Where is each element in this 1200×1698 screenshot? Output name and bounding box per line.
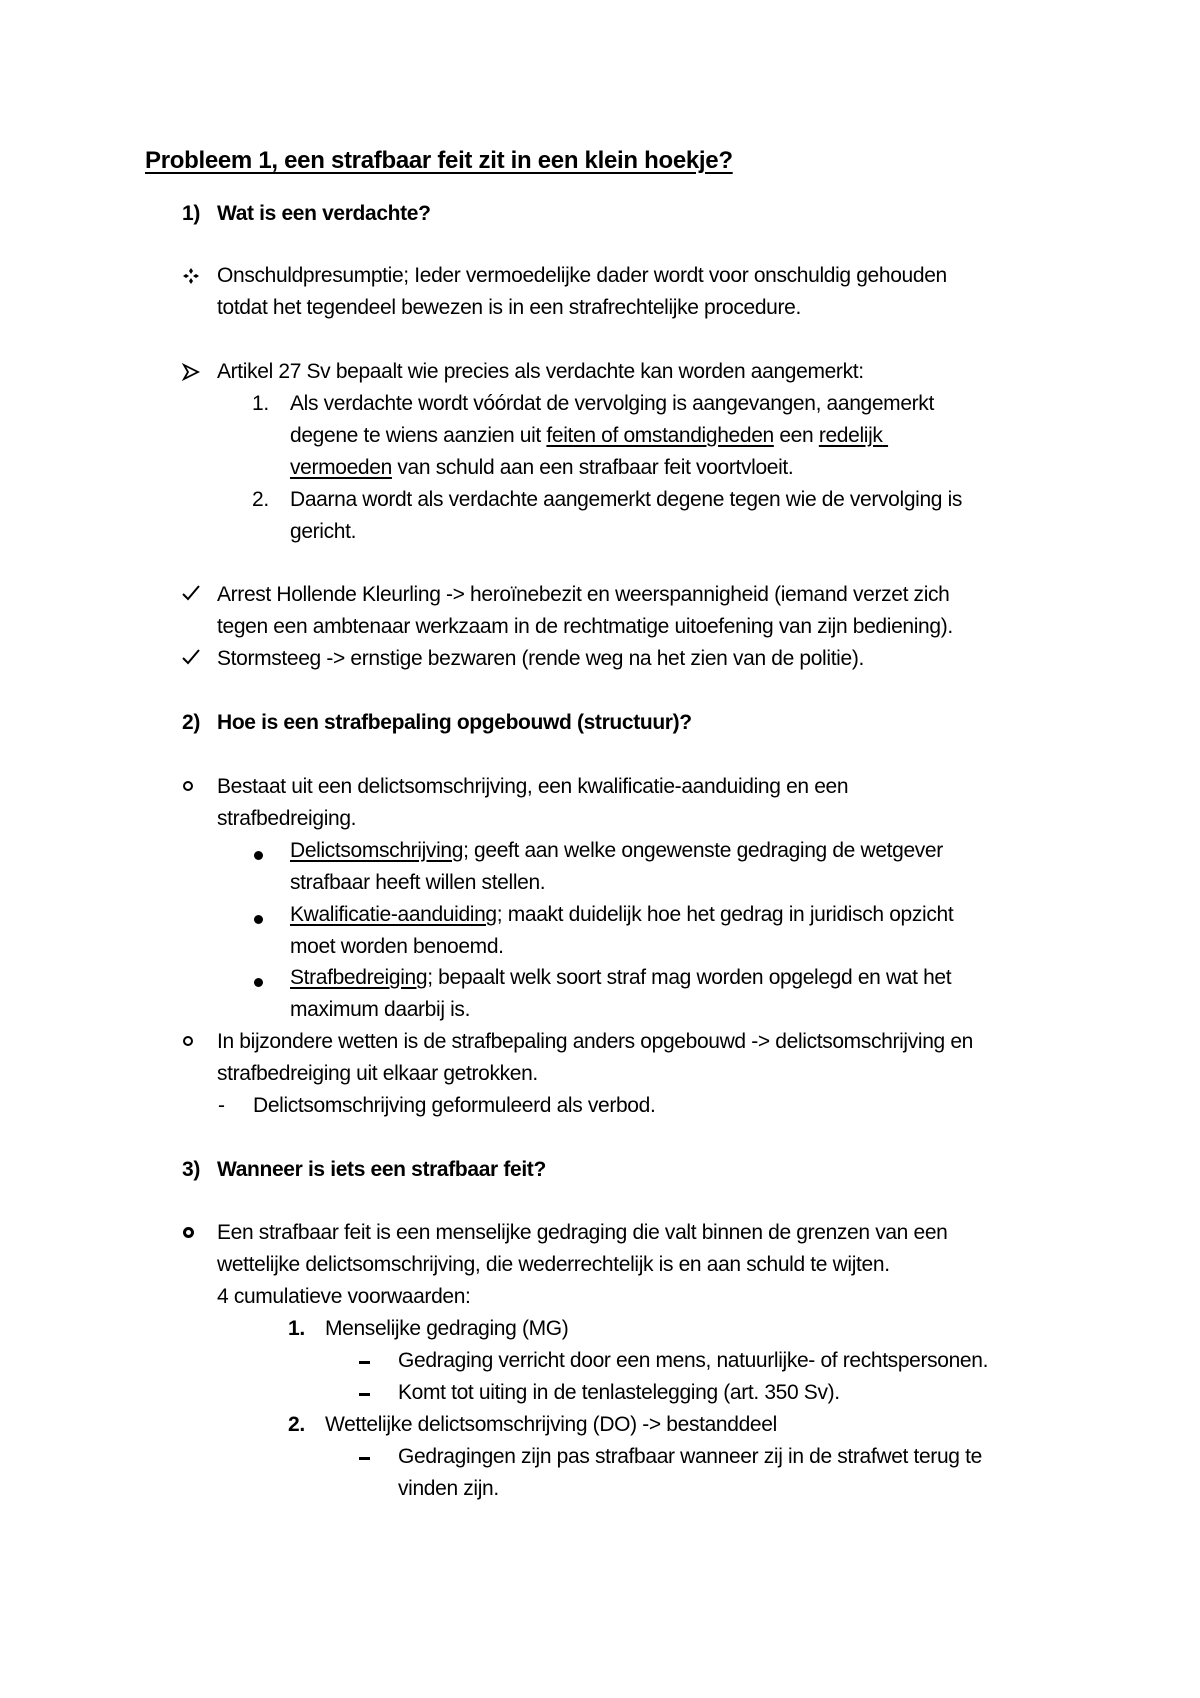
condition-2-number: 2. <box>288 1413 305 1436</box>
question-1-number: 1) <box>182 202 200 225</box>
dash-bullet-icon <box>359 1361 370 1364</box>
diamond-bullet-icon <box>183 268 199 284</box>
question-2-number: 2) <box>182 711 200 734</box>
question-2-heading: Hoe is een strafbepaling opgebouwd (structuur)? <box>217 711 692 734</box>
question-1-heading: Wat is een verdachte? <box>217 202 431 225</box>
onschuld-line-1: Onschuldpresumptie; Ieder vermoedelijke dader wordt voor onschuldig gehouden <box>217 264 947 287</box>
artikel-intro: Artikel 27 Sv bepaalt wie precies als verdachte kan worden aangemerkt: <box>217 360 864 383</box>
bestaat-bullet-3-line-2: maximum daarbij is. <box>290 998 471 1021</box>
checkmark-bullet-icon <box>182 648 200 666</box>
bestaat-bullet-2: Kwalificatie-aanduiding; maakt duidelijk hoe het gedrag in juridisch opzicht <box>290 903 954 926</box>
artikel-item-2-line-2: gericht. <box>290 520 357 543</box>
feit-line-2: wettelijke delictsomschrijving, die wederrechtelijk is en aan schuld te wijten. <box>217 1253 890 1276</box>
condition-1-sub-2: Komt tot uiting in de tenlastelegging (art. 350 Sv). <box>398 1381 840 1404</box>
condition-1-sub-1: Gedraging verricht door een mens, natuurlijke- of rechtspersonen. <box>398 1349 989 1372</box>
arrest-line-3: Stormsteeg -> ernstige bezwaren (rende weg na het zien van de politie). <box>217 647 864 670</box>
artikel-item-2-number: 2. <box>252 488 269 511</box>
bestaat-line-1: Bestaat uit een delictsomschrijving, een kwalificatie-aanduiding en een <box>217 775 849 798</box>
question-3-number: 3) <box>182 1158 200 1181</box>
arrest-line-2: tegen een ambtenaar werkzaam in de rechtmatige uitoefening van zijn bediening). <box>217 615 953 638</box>
arrest-line-1: Arrest Hollende Kleurling -> heroïnebezit en weerspannigheid (iemand verzet zich <box>217 583 950 606</box>
condition-2-sub-2: vinden zijn. <box>398 1477 499 1500</box>
feit-line-3: 4 cumulatieve voorwaarden: <box>217 1285 471 1308</box>
artikel-item-1-line-1: Als verdachte wordt vóórdat de vervolging is aangevangen, aangemerkt <box>290 392 934 415</box>
question-3-heading: Wanneer is iets een strafbaar feit? <box>217 1158 546 1181</box>
circle-bullet-icon <box>183 781 193 791</box>
condition-2-sub-1: Gedragingen zijn pas strafbaar wanneer zij in de strafwet terug te <box>398 1445 982 1468</box>
bestaat-bullet-3: Strafbedreiging; bepaalt welk soort straf mag worden opgelegd en wat het <box>290 966 952 989</box>
bestaat-bullet-2-line-2: moet worden benoemd. <box>290 935 504 958</box>
checkmark-bullet-icon <box>182 584 200 602</box>
condition-2-label: Wettelijke delictsomschrijving (DO) -> bestanddeel <box>325 1413 777 1436</box>
bestaat-bullet-1: Delictsomschrijving; geeft aan welke ongewenste gedraging de wetgever <box>290 839 943 862</box>
onschuld-line-2: totdat het tegendeel bewezen is in een strafrechtelijke procedure. <box>217 296 801 319</box>
page-title: Probleem 1, een strafbaar feit zit in een klein hoekje? <box>145 147 733 174</box>
bijzondere-dash: - <box>218 1094 225 1117</box>
bestaat-line-2: strafbedreiging. <box>217 807 357 830</box>
artikel-item-1-line-3: vermoeden van schuld aan een strafbaar feit voortvloeit. <box>290 456 794 479</box>
condition-1-label: Menselijke gedraging (MG) <box>325 1317 569 1340</box>
dot-bullet-icon <box>254 851 263 860</box>
condition-1-number: 1. <box>288 1317 305 1340</box>
circle-bullet-icon <box>183 1227 194 1238</box>
feit-line-1: Een strafbaar feit is een menselijke gedraging die valt binnen de grenzen van een <box>217 1221 948 1244</box>
artikel-item-1-number: 1. <box>252 392 269 415</box>
artikel-item-1-line-2: degene te wiens aanzien uit feiten of omstandigheden een redelijk <box>290 424 883 447</box>
circle-bullet-icon <box>183 1036 193 1046</box>
bijzondere-line-1: In bijzondere wetten is de strafbepaling anders opgebouwd -> delictsomschrijving en <box>217 1030 974 1053</box>
bijzondere-line-2: strafbedreiging uit elkaar getrokken. <box>217 1062 538 1085</box>
bijzondere-sub: Delictsomschrijving geformuleerd als verbod. <box>253 1094 656 1117</box>
dot-bullet-icon <box>254 978 263 987</box>
arrowhead-bullet-icon <box>183 364 199 380</box>
dash-bullet-icon <box>359 1393 370 1396</box>
bestaat-bullet-1-line-2: strafbaar heeft willen stellen. <box>290 871 546 894</box>
dot-bullet-icon <box>254 915 263 924</box>
dash-bullet-icon <box>359 1457 370 1460</box>
artikel-item-2-line-1: Daarna wordt als verdachte aangemerkt degene tegen wie de vervolging is <box>290 488 963 511</box>
